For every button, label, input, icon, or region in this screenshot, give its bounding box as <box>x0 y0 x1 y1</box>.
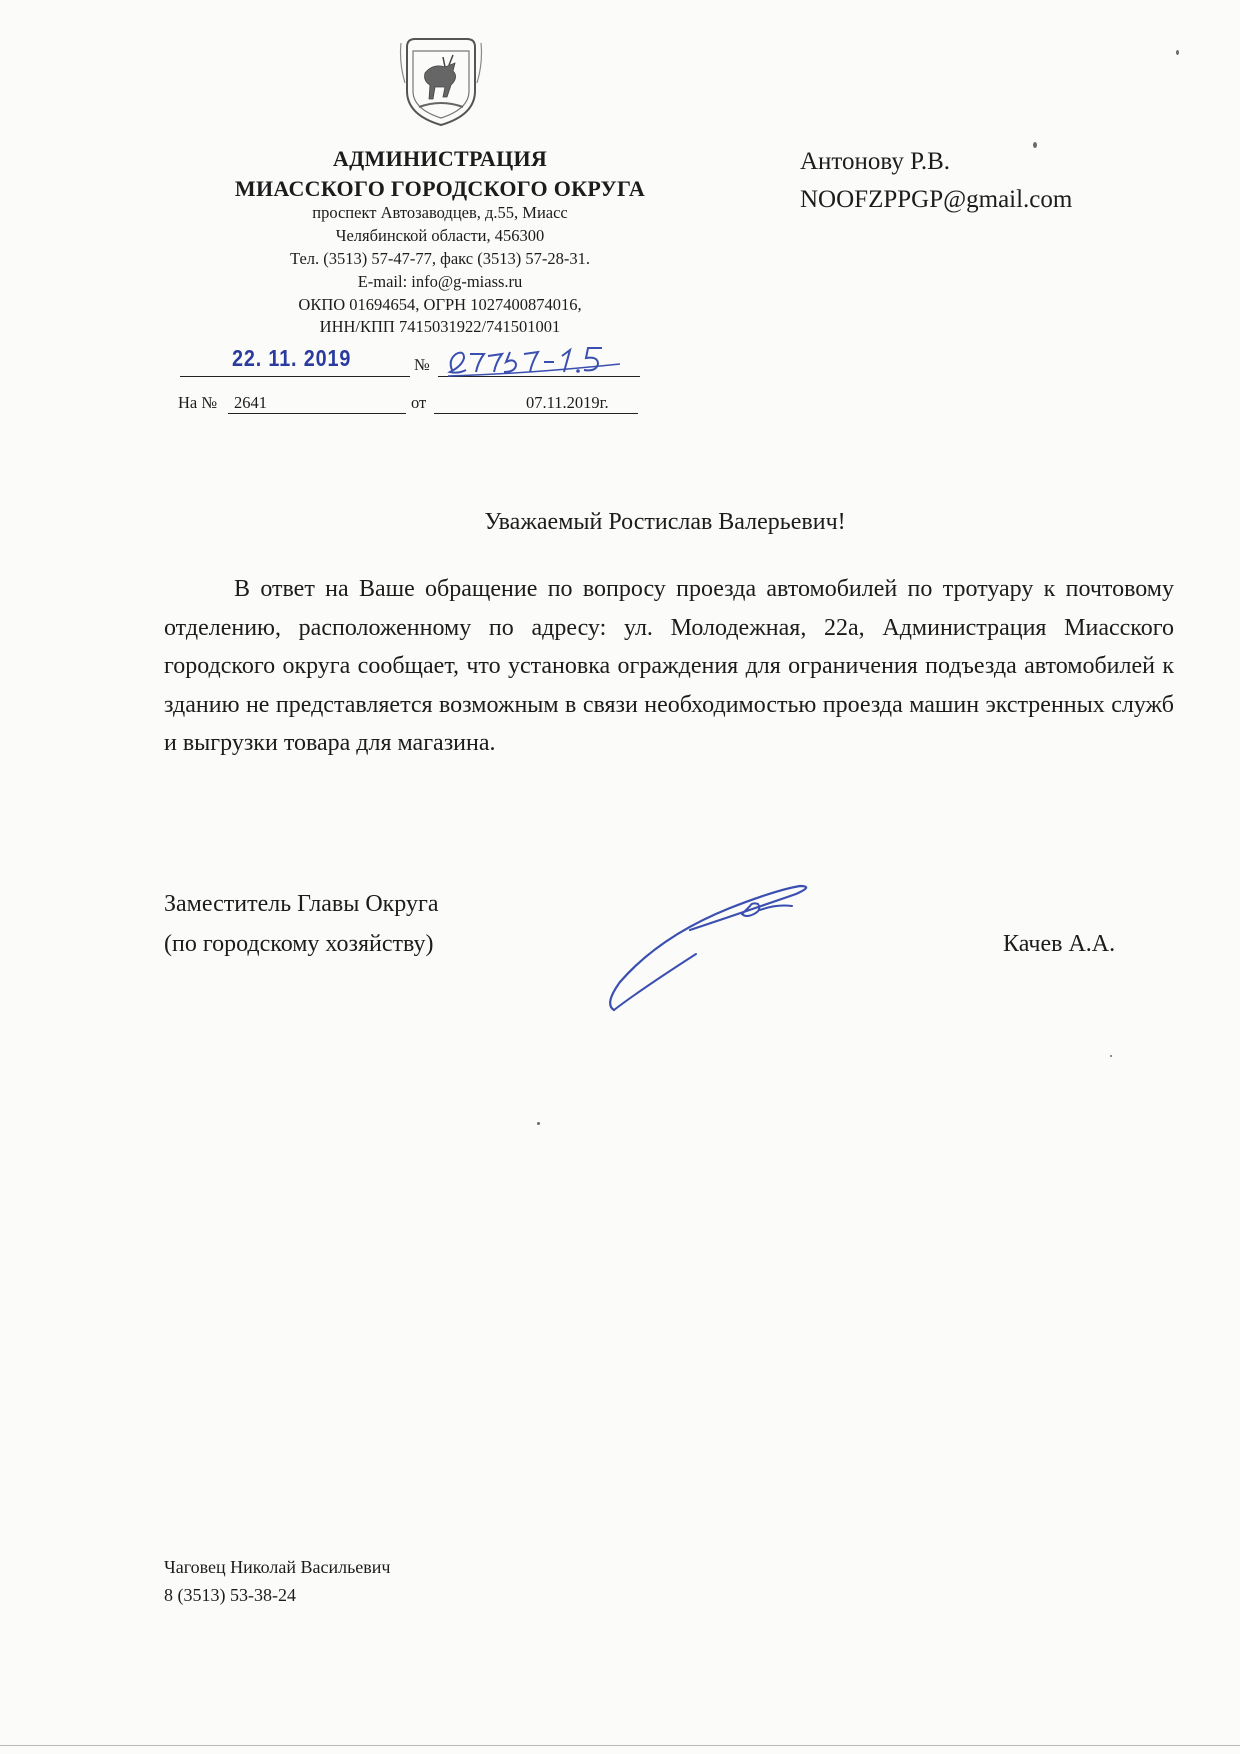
executor-name: Чаговец Николай Васильевич <box>164 1557 391 1577</box>
scan-speck <box>1033 142 1037 148</box>
scan-speck <box>1176 50 1179 55</box>
coat-of-arms-icon <box>399 33 483 129</box>
scan-speck <box>1110 1055 1112 1057</box>
number-sign: № <box>414 355 430 374</box>
greeting: Уважаемый Ростислав Валерьевич! <box>484 509 846 535</box>
reply-label: На № <box>178 393 218 412</box>
date-underline <box>180 376 410 377</box>
org-name-line1: АДМИНИСТРАЦИЯ <box>332 146 548 171</box>
org-address-line: проспект Автозаводцев, д.55, Миасс <box>312 203 568 222</box>
org-name-line2: МИАССКОГО ГОРОДСКОГО ОКРУГА <box>234 176 646 201</box>
org-phone-line: Тел. (3513) 57-47-77, факс (3513) 57-28-31. <box>290 249 590 268</box>
handwritten-number <box>444 340 644 378</box>
reply-date: 07.11.2019г. <box>526 393 609 412</box>
signatory-name: Качев А.А. <box>1003 931 1116 957</box>
executor-phone: 8 (3513) 53-38-24 <box>164 1585 296 1605</box>
reply-from-label: от <box>411 393 427 412</box>
handwritten-signature <box>600 870 840 1020</box>
addressee-email: NOOFZPPGP@gmail.com <box>800 186 1073 213</box>
signatory-title-line1: Заместитель Главы Округа <box>164 891 439 917</box>
org-inn-line: ИНН/КПП 7415031922/741501001 <box>319 317 561 336</box>
reply-date-underline <box>434 413 638 414</box>
org-okpo-line: ОКПО 01694654, ОГРН 1027400874016, <box>298 295 582 314</box>
scan-edge <box>0 1745 1240 1746</box>
org-address-line: Челябинской области, 456300 <box>335 226 545 245</box>
reply-number: 2641 <box>234 393 267 412</box>
reply-number-underline <box>228 413 406 414</box>
addressee-name: Антонову Р.В. <box>800 148 951 175</box>
org-email-line: E-mail: info@g-miass.ru <box>357 272 523 291</box>
letter-body: В ответ на Ваше обращение по вопросу проезда автомобилей по тротуару к почтовому отделению, расположенному по адресу: ул. Молодежная, 22а, Администрация Миасского городского округа сообщает, что установка ограждения для ограничения подъезда автомобилей к зданию не представляется возможным в связи необходимостью проезда машин экстренных служб и выгрузки товара для магазина. <box>164 576 1174 756</box>
signatory-title-line2: (по городскому хозяйству) <box>164 931 434 957</box>
date-stamp: 22. 11. 2019 <box>232 345 352 371</box>
scan-speck <box>537 1122 540 1125</box>
